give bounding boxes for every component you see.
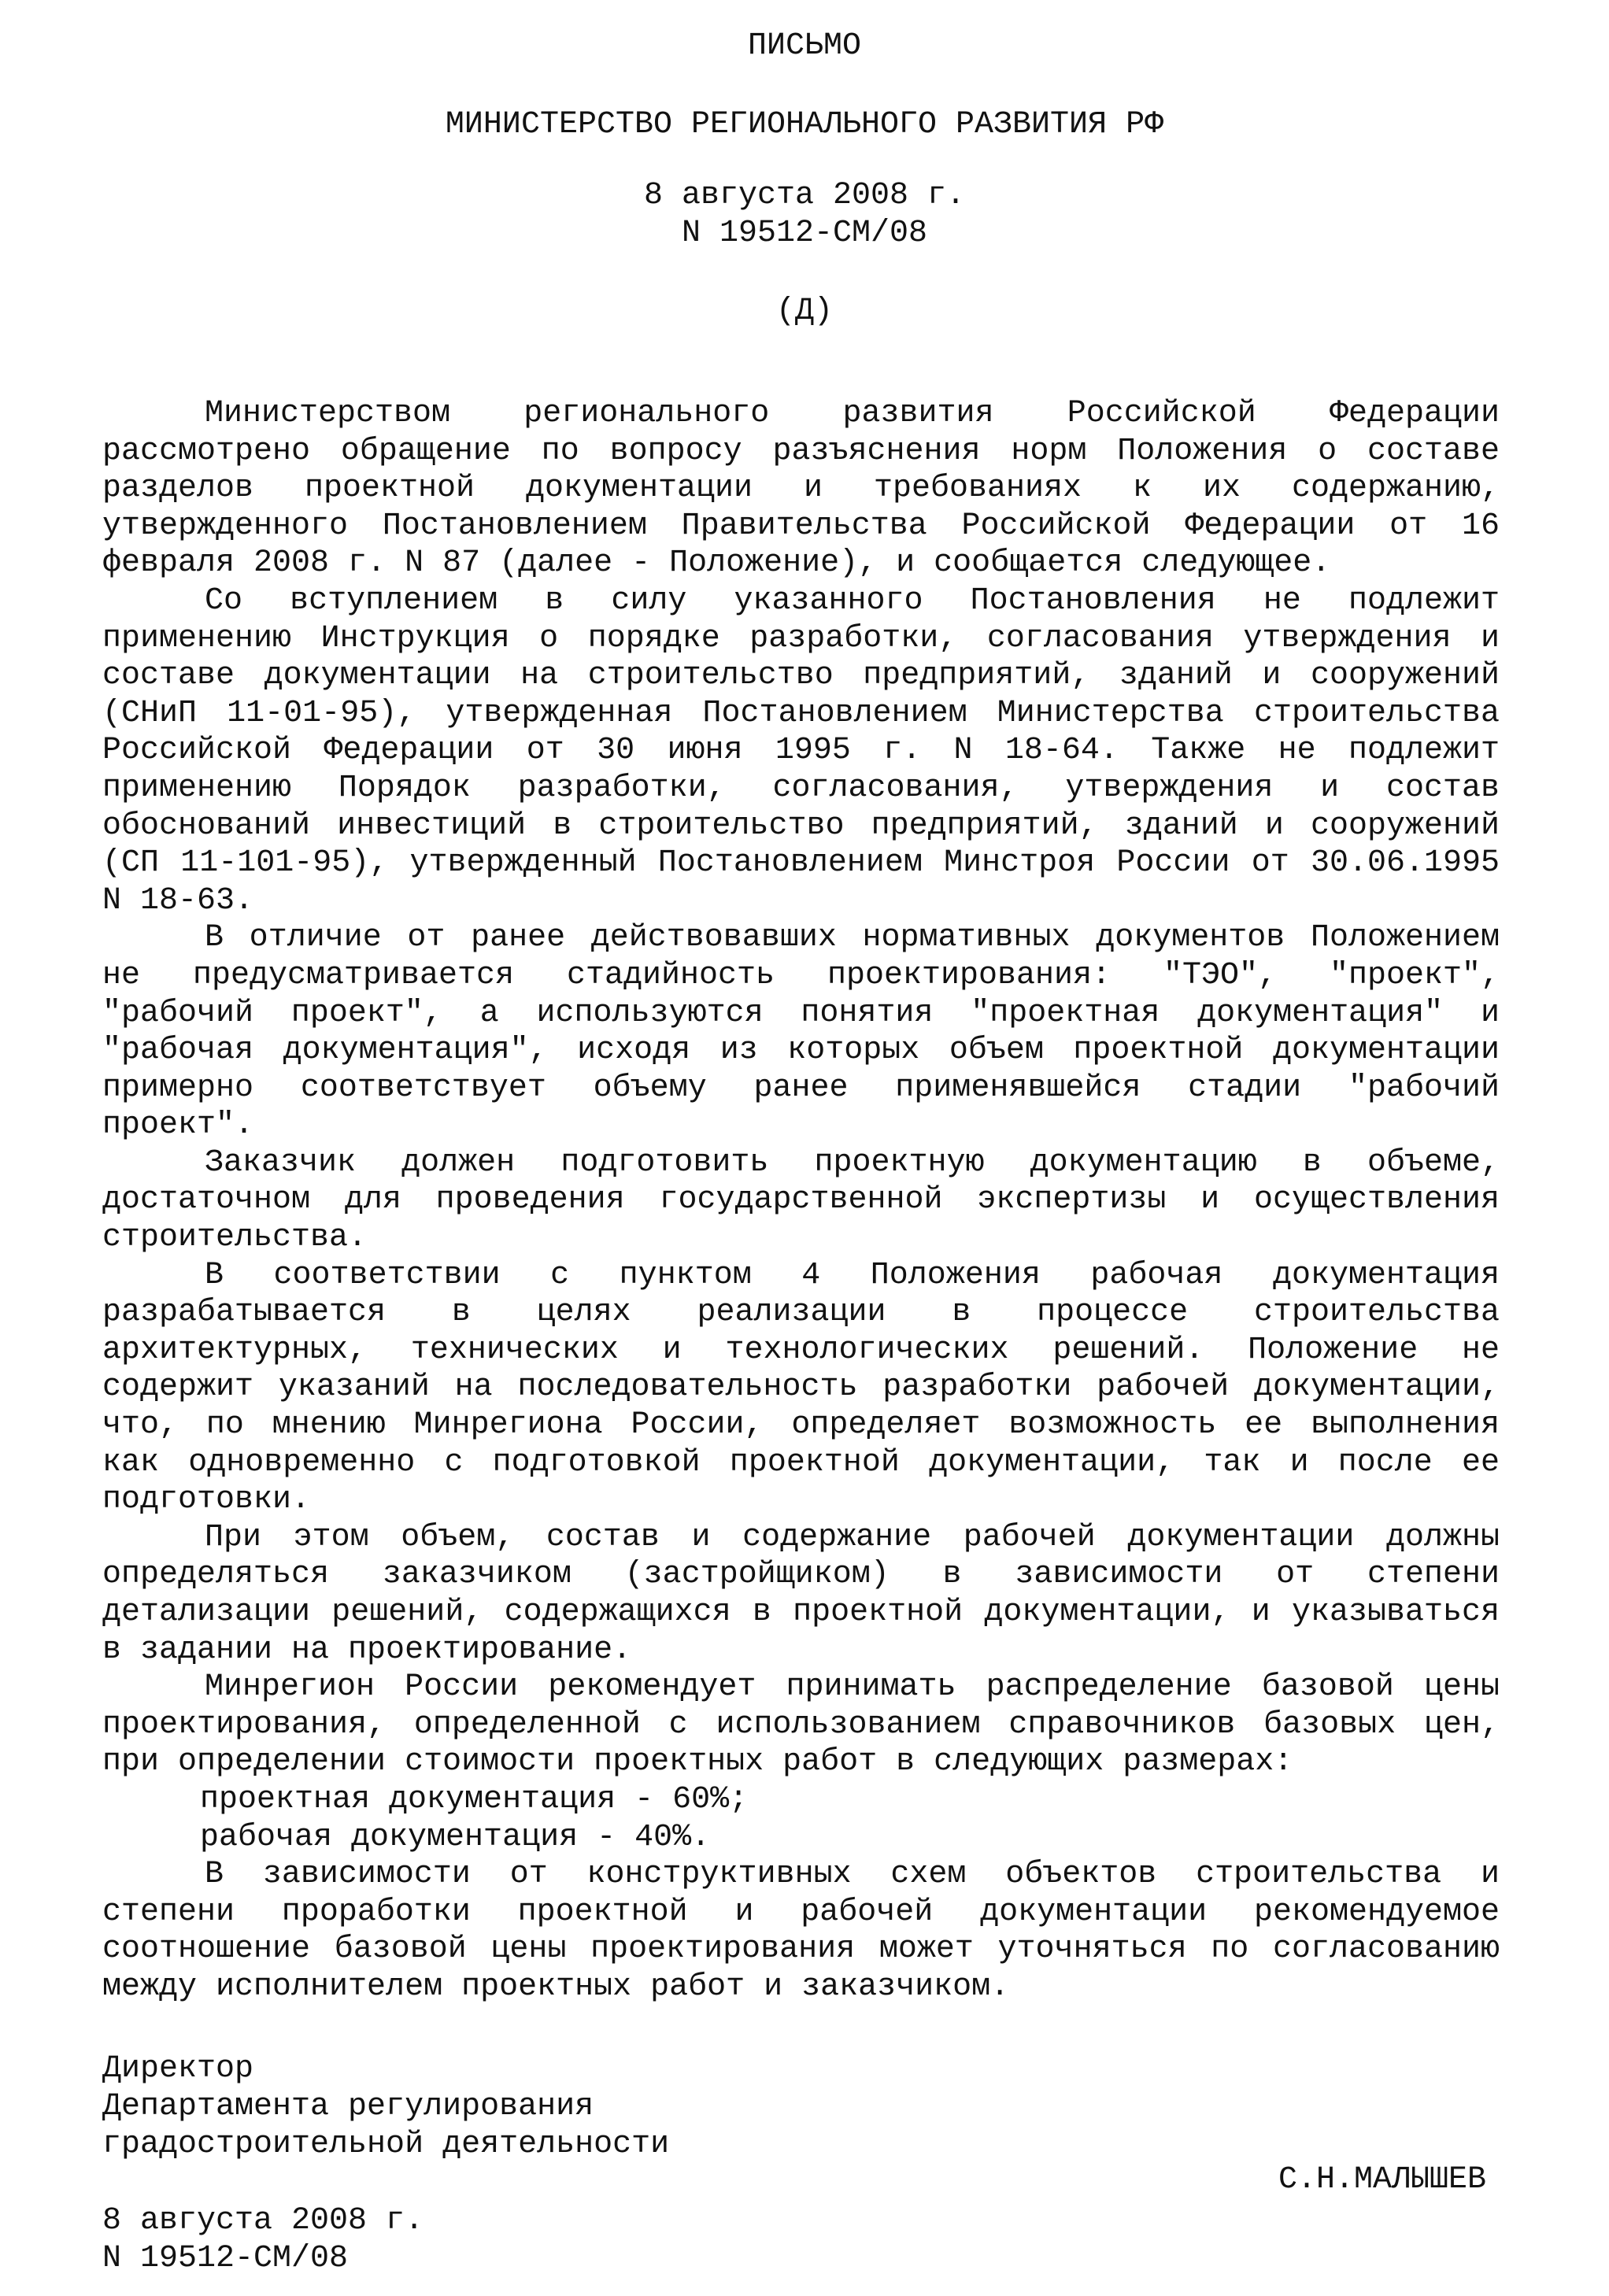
- paragraph-closing: В зависимости от конструктивных схем объектов строительства и степени проработки проектной и рабочей документации рекомендуемое соотношение базовой цены проектирования может уточняться по согласованию между исполнителем проектных работ и заказчиком.: [102, 1857, 1500, 2005]
- paragraph-stages: В отличие от ранее действовавших нормативных документов Положением не предусматривается стадийность проектирования: "ТЭО", "проект", "рабочий проект", а используются понятия "проектная документация" и "рабочая документация", исходя из которых объем проектной документации примерно соответствует объему ранее применявшейся стадии "рабочий проект".: [102, 920, 1500, 1144]
- distribution-list: [102, 1781, 1500, 1856]
- footer-number: N 19512-СМ/08: [102, 2241, 349, 2276]
- document-type: ПИСЬМО: [747, 28, 862, 64]
- signatory-title-3: градостроительной деятельности: [102, 2127, 670, 2162]
- distribution-item-project: проектная документация - 60%;: [200, 1781, 749, 1817]
- header-mark: (Д): [775, 294, 833, 329]
- signatory-title-2: Департамента регулирования: [102, 2089, 594, 2124]
- footer-date: 8 августа 2008 г.: [102, 2203, 424, 2239]
- paragraph-repealed-docs: Со вступлением в силу указанного Постановления не подлежит применению Инструкция о порядке разработки, согласования утверждения и составе документации на строительство предприятий, зданий и сооружений (СНиП 11-01-95), утвержденная Постановлением Министерства строительства Российской Федерации от 30 июня 1995 г. N 18-64. Также не подлежит применению Порядок разработки, согласования, утверждения и состав обоснований инвестиций в строительство предприятий, зданий и сооружений (СП 11-101-95), утвержденный Постановлением Минстроя России от 30.06.1995 N 18-63.: [102, 582, 1500, 919]
- paragraph-customer-duty: Заказчик должен подготовить проектную документацию в объеме, достаточном для проведения государственной экспертизы и осуществления строительства.: [102, 1144, 1500, 1256]
- distribution-item-working: рабочая документация - 40%.: [200, 1819, 711, 1855]
- paragraph-price-recommendation: Минрегион России рекомендует принимать распределение базовой цены проектирования, определенной с использованием справочников базовых цен, при определении стоимости проектных работ в следующих размерах:: [102, 1669, 1500, 1780]
- header-date: 8 августа 2008 г.: [643, 178, 966, 213]
- signatory-title-1: Директор: [102, 2051, 254, 2087]
- letter-body: [102, 395, 1500, 2006]
- header-number: N 19512-СМ/08: [681, 216, 928, 251]
- paragraph-intro: Министерством регионального развития Российской Федерации рассмотрено обращение по вопросу разъяснения норм Положения о составе разделов проектной документации и требованиях к их содержанию, утвержденного Постановлением Правительства Российской Федерации от 16 февраля 2008 г. N 87 (далее - Положение), и сообщается следующее.: [102, 396, 1500, 582]
- signatory-name: С.Н.МАЛЫШЕВ: [1278, 2162, 1486, 2198]
- paragraph-working-docs: В соответствии с пунктом 4 Положения рабочая документация разрабатывается в целях реализации в процессе строительства архитектурных, технических и технологических решений. Положение не содержит указаний на последовательность разработки рабочей документации, что, по мнению Минрегиона России, определяет возможность ее выполнения как одновременно с подготовкой проектной документации, так и после ее подготовки.: [102, 1257, 1500, 1518]
- paragraph-scope: При этом объем, состав и содержание рабочей документации должны определяться заказчиком (застройщиком) в зависимости от степени детализации решений, содержащихся в проектной документации, и указываться в задании на проектирование.: [102, 1519, 1500, 1668]
- issuer-title: МИНИСТЕРСТВО РЕГИОНАЛЬНОГО РАЗВИТИЯ РФ: [445, 107, 1164, 142]
